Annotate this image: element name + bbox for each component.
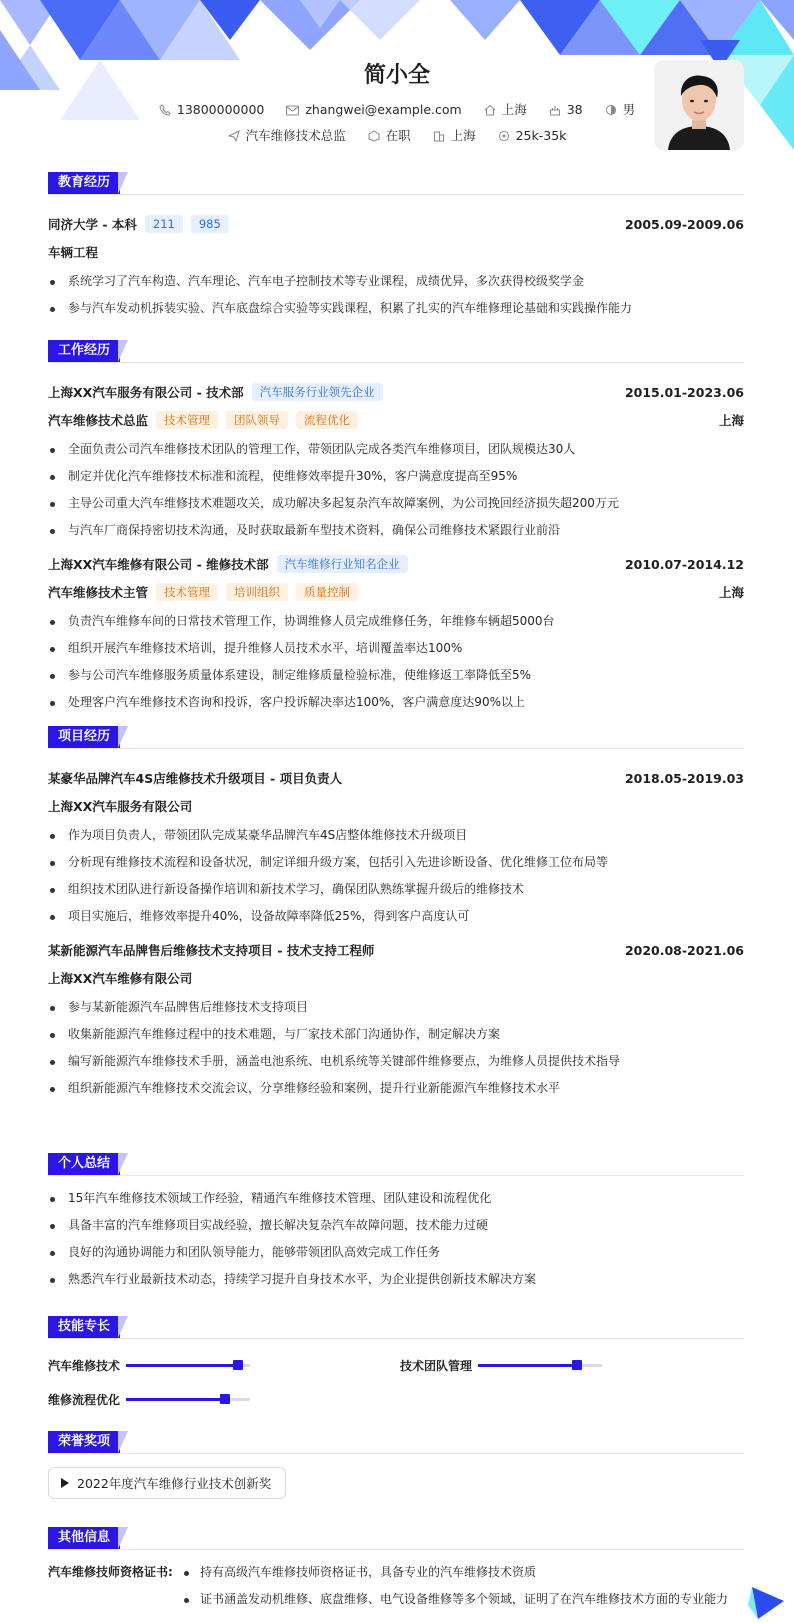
section-divider xyxy=(48,194,744,195)
skill-item xyxy=(400,1357,602,1374)
education-bullets xyxy=(48,268,744,322)
project-org: 上海XX汽车服务有限公司 xyxy=(48,799,193,814)
age-item xyxy=(549,102,583,117)
summary-section xyxy=(48,1153,744,1293)
list-item: 作为项目负责人，带领团队完成某豪华品牌汽车4S店整体维修技术升级项目 xyxy=(48,822,744,849)
project-name: 某新能源汽车品牌售后维修技术支持项目 - 技术支持工程师 xyxy=(48,943,375,958)
project-org-row xyxy=(48,794,744,818)
section-title-tail xyxy=(118,1316,128,1338)
project-name: 某豪华品牌汽车4S店维修技术升级项目 - 项目负责人 xyxy=(48,771,343,786)
school-tag: 985 xyxy=(191,215,229,233)
status-icon xyxy=(368,130,380,142)
skill-item xyxy=(48,1357,250,1374)
play-icon xyxy=(61,1478,69,1488)
project-bullets xyxy=(48,994,744,1102)
skill-tag: 质量控制 xyxy=(296,583,358,601)
other-section xyxy=(48,1527,744,1613)
list-item: 良好的沟通协调能力和团队领导能力，能够带领团队高效完成工作任务 xyxy=(48,1239,744,1266)
job-city: 上海 xyxy=(718,585,744,600)
skill-bar-fill xyxy=(126,1364,238,1367)
education-header-row xyxy=(48,212,744,236)
company-name: 上海XX汽车服务有限公司 - 技术部 xyxy=(48,385,244,400)
job-entry xyxy=(48,552,744,716)
list-item: 组织开展汽车维修技术培训，提升维修人员技术水平，培训覆盖率达100% xyxy=(48,635,744,662)
target-role-item xyxy=(228,126,346,144)
skill-item xyxy=(48,1391,250,1408)
skill-tag: 团队领导 xyxy=(226,411,288,429)
other-info-label: 汽车维修技师资格证书: xyxy=(48,1565,173,1579)
location-item xyxy=(484,100,527,118)
projects-section xyxy=(48,726,744,1102)
summary-bullets xyxy=(48,1185,744,1293)
education-date: 2005.09-2009.06 xyxy=(624,216,744,232)
list-item: 组织新能源汽车维修技术交流会议，分享维修经验和案例，提升行业新能源汽车维修技术水平 xyxy=(48,1075,744,1102)
gender-text: 男 xyxy=(622,102,636,117)
list-item: 参与公司汽车维修服务质量体系建设，制定维修质量检验标准，使维修返工率降低至5% xyxy=(48,662,744,689)
corner-decoration xyxy=(748,1585,788,1621)
section-title: 个人总结 xyxy=(48,1153,120,1175)
section-divider xyxy=(48,1453,744,1454)
other-info-row xyxy=(48,1586,744,1613)
skill-tag: 技术管理 xyxy=(156,411,218,429)
location-text: 上海 xyxy=(501,102,527,117)
job-header-row xyxy=(48,380,744,404)
list-item: 参与某新能源汽车品牌售后维修技术支持项目 xyxy=(48,994,744,1021)
company-name: 上海XX汽车维修有限公司 - 维修技术部 xyxy=(48,557,269,572)
skill-bar-knob xyxy=(572,1360,582,1370)
list-item: 收集新能源汽车维修过程中的技术难题，与厂家技术部门沟通协作，制定解决方案 xyxy=(48,1021,744,1048)
award-text: 2022年度汽车维修行业技术创新奖 xyxy=(77,1476,272,1491)
project-header-row xyxy=(48,766,744,790)
section-title: 技能专长 xyxy=(48,1316,120,1338)
position-row xyxy=(48,580,744,604)
job-entry xyxy=(48,380,744,544)
section-title: 项目经历 xyxy=(48,726,120,748)
list-item: 持有高级汽车维修技师资格证书，具备专业的汽车维修技术资质 xyxy=(178,1559,536,1586)
list-item: 负责汽车维修车间的日常技术管理工作，协调维修人员完成维修任务，年维修车辆超5000台 xyxy=(48,608,744,635)
section-title: 其他信息 xyxy=(48,1527,120,1549)
list-item: 具备丰富的汽车维修项目实战经验，擅长解决复杂汽车故障问题，技术能力过硬 xyxy=(48,1212,744,1239)
email-item xyxy=(286,102,461,117)
target-city-item xyxy=(433,126,476,144)
section-header xyxy=(48,340,744,362)
skill-bar xyxy=(478,1364,602,1367)
section-divider xyxy=(48,1175,744,1176)
skill-name: 汽车维修技术 xyxy=(48,1359,121,1373)
job-bullets xyxy=(48,436,744,544)
skill-tag: 流程优化 xyxy=(296,411,358,429)
job-date: 2015.01-2023.06 xyxy=(624,384,744,400)
skill-bar-knob xyxy=(233,1360,243,1370)
status-text: 在职 xyxy=(385,128,411,143)
job-intent-row xyxy=(0,126,794,144)
project-header-row xyxy=(48,938,744,962)
skill-bar xyxy=(126,1398,250,1401)
position-name: 汽车维修技术总监 xyxy=(48,413,149,428)
list-item: 证书涵盖发动机维修、底盘维修、电气设备维修等多个领域，证明了在汽车维修技术方面的专业能力 xyxy=(178,1586,728,1613)
skill-bar xyxy=(126,1364,250,1367)
section-title-tail xyxy=(118,172,128,194)
section-divider xyxy=(48,1338,744,1339)
list-item: 15年汽车维修技术领域工作经验，精通汽车维修技术管理、团队建设和流程优化 xyxy=(48,1185,744,1212)
project-org-row xyxy=(48,966,744,990)
list-item: 编写新能源汽车维修技术手册，涵盖电池系统、电机系统等关键部件维修要点，为维修人员提供技术指导 xyxy=(48,1048,744,1075)
school-name: 同济大学 - 本科 xyxy=(48,217,137,232)
section-title: 荣誉奖项 xyxy=(48,1431,120,1453)
awards-section xyxy=(48,1431,744,1499)
phone-text: 13800000000 xyxy=(176,102,265,117)
skill-bar-fill xyxy=(126,1398,225,1401)
list-item: 主导公司重大汽车维修技术难题攻关，成功解决多起复杂汽车故障案例，为公司挽回经济损失超200万元 xyxy=(48,490,744,517)
skill-bar-fill xyxy=(478,1364,577,1367)
other-info-row xyxy=(48,1559,744,1586)
company-tag: 汽车维修行业知名企业 xyxy=(277,555,408,573)
project-entry xyxy=(48,766,744,930)
salary-text: 25k-35k xyxy=(515,128,567,143)
job-date: 2010.07-2014.12 xyxy=(624,556,744,572)
list-item: 全面负责公司汽车维修技术团队的管理工作，带领团队完成各类汽车维修项目，团队规模达30人 xyxy=(48,436,744,463)
skills-section xyxy=(48,1316,744,1406)
award-item xyxy=(48,1467,286,1499)
target-role-text: 汽车维修技术总监 xyxy=(245,128,346,143)
project-org: 上海XX汽车维修有限公司 xyxy=(48,971,193,986)
list-item: 制定并优化汽车维修技术标准和流程，使维修效率提升30%，客户满意度提高至95% xyxy=(48,463,744,490)
candidate-name: 简小全 xyxy=(363,63,430,88)
other-info-label-spacer xyxy=(48,1586,178,1613)
position-row xyxy=(48,408,744,432)
section-header xyxy=(48,1153,744,1175)
section-header xyxy=(48,726,744,748)
building-icon xyxy=(433,130,445,142)
salary-icon xyxy=(498,130,510,142)
school-tag: 211 xyxy=(145,215,183,233)
list-item: 与汽车厂商保持密切技术沟通，及时获取最新车型技术资料，确保公司维修技术紧跟行业前沿 xyxy=(48,517,744,544)
list-item: 熟悉汽车行业最新技术动态，持续学习提升自身技术水平，为企业提供创新技术解决方案 xyxy=(48,1266,744,1293)
home-icon xyxy=(484,104,496,116)
email-text: zhangwei@example.com xyxy=(305,102,462,117)
salary-item xyxy=(498,128,567,143)
skill-tag: 技术管理 xyxy=(156,583,218,601)
list-item: 组织技术团队进行新设备操作培训和新技术学习，确保团队熟练掌握升级后的维修技术 xyxy=(48,876,744,903)
section-divider xyxy=(48,362,744,363)
skill-name: 技术团队管理 xyxy=(400,1359,473,1373)
section-title: 工作经历 xyxy=(48,340,120,362)
section-title-tail xyxy=(118,726,128,748)
skill-tag: 培训组织 xyxy=(226,583,288,601)
skill-name: 维修流程优化 xyxy=(48,1393,121,1407)
gender-icon xyxy=(605,104,617,116)
list-item: 处理客户汽车维修技术咨询和投诉，客户投诉解决率达100%，客户满意度达90%以上 xyxy=(48,689,744,716)
company-tag: 汽车服务行业领先企业 xyxy=(252,383,383,401)
section-title-tail xyxy=(118,1431,128,1453)
list-item: 分析现有维修技术流程和设备状况，制定详细升级方案，包括引入先进诊断设备、优化维修工位布局等 xyxy=(48,849,744,876)
project-entry xyxy=(48,938,744,1102)
phone-item xyxy=(159,102,264,117)
age-text: 38 xyxy=(566,102,583,117)
work-section xyxy=(48,340,744,716)
project-date: 2020.08-2021.06 xyxy=(624,942,744,958)
section-divider xyxy=(48,1549,744,1550)
section-divider xyxy=(48,748,744,749)
job-city: 上海 xyxy=(718,413,744,428)
phone-icon xyxy=(159,104,171,116)
major-name: 车辆工程 xyxy=(48,245,99,260)
section-header xyxy=(48,1316,744,1338)
section-title-tail xyxy=(118,1527,128,1549)
section-title-tail xyxy=(118,1153,128,1175)
mail-icon xyxy=(286,105,299,116)
skill-bar-knob xyxy=(220,1394,230,1404)
list-item: 系统学习了汽车构造、汽车理论、汽车电子控制技术等专业课程，成绩优异，多次获得校级奖学金 xyxy=(48,268,744,295)
gender-item xyxy=(605,100,636,118)
section-title-tail xyxy=(118,340,128,362)
position-name: 汽车维修技术主管 xyxy=(48,585,149,600)
list-item: 参与汽车发动机拆装实验、汽车底盘综合实验等实践课程，积累了扎实的汽车维修理论基础和实践操作能力 xyxy=(48,295,744,322)
project-date: 2018.05-2019.03 xyxy=(624,770,744,786)
education-section xyxy=(48,172,744,322)
project-bullets xyxy=(48,822,744,930)
list-item: 项目实施后，维修效率提升40%，设备故障率降低25%，得到客户高度认可 xyxy=(48,903,744,930)
section-header xyxy=(48,172,744,194)
section-header xyxy=(48,1431,744,1453)
contact-info-row xyxy=(0,100,794,118)
job-bullets xyxy=(48,608,744,716)
cake-icon xyxy=(549,104,561,116)
send-icon xyxy=(228,130,240,142)
target-city-text: 上海 xyxy=(450,128,476,143)
job-header-row xyxy=(48,552,744,576)
section-title: 教育经历 xyxy=(48,172,120,194)
section-header xyxy=(48,1527,744,1549)
status-item xyxy=(368,126,411,144)
major-row xyxy=(48,240,744,264)
